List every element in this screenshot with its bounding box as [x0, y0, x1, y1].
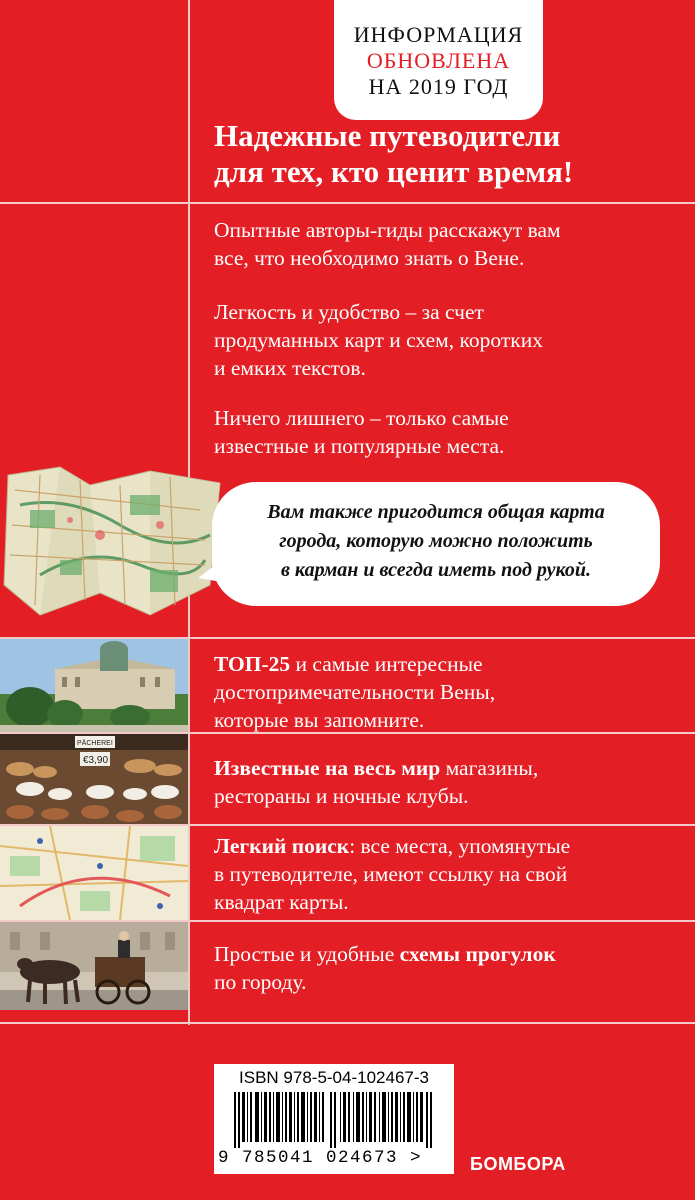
paragraph-line: продуманных карт и схем, коротких: [214, 328, 543, 352]
paragraph-maps: [214, 298, 684, 382]
callout-line: города, которую можно положить: [279, 530, 593, 552]
info-line-2: ОБНОВЛЕНА: [366, 48, 511, 73]
paragraph-line: Ничего лишнего – только самые: [214, 406, 509, 430]
headline: [214, 118, 684, 190]
feature-bold: Легкий поиск: [214, 834, 350, 858]
horizontal-divider: [0, 202, 695, 204]
folded-city-map-image: [0, 465, 230, 625]
barcode-bars: [234, 1092, 438, 1148]
callout-line: в карман и всегда иметь под рукой.: [281, 559, 591, 581]
publisher-logo: БОМБОРА: [470, 1154, 566, 1174]
feature-text: по городу.: [214, 970, 307, 994]
callout-line: Вам также пригодится общая карта: [267, 501, 605, 523]
paragraph-places: [214, 404, 684, 460]
paragraph-line: Опытные авторы-гиды расскажут вам: [214, 218, 561, 242]
feature-bold: ТОП-25: [214, 652, 291, 676]
feature-search: [214, 832, 684, 916]
feature-top25: [214, 650, 684, 734]
headline-line-1: Надежные путеводители: [214, 118, 561, 153]
feature-walks: [214, 940, 684, 996]
feature-text: магазины,: [440, 756, 539, 780]
paragraph-authors: [214, 216, 684, 272]
map-detail-photo: [0, 826, 188, 920]
isbn-number: ISBN 978-5-04-102467-3: [239, 1068, 429, 1087]
paragraph-line: известные и популярные места.: [214, 434, 505, 458]
horse-carriage-photo: [0, 922, 188, 1010]
feature-text: : все места, упомянутые: [349, 834, 571, 858]
feature-text: квадрат карты.: [214, 890, 349, 914]
museum-photo: [0, 639, 188, 732]
paragraph-line: все, что необходимо знать о Вене.: [214, 246, 525, 270]
city-map-callout: [212, 482, 660, 606]
info-line-3: НА 2019 ГОД: [368, 74, 509, 99]
paragraph-line: Легкость и удобство – за счет: [214, 300, 484, 324]
feature-text: Простые и удобные: [214, 942, 400, 966]
feature-text: в путеводителе, имеют ссылку на свой: [214, 862, 568, 886]
barcode-digits: 9 785041 024673 >: [218, 1148, 423, 1168]
feature-text: которые вы запомните.: [214, 708, 425, 732]
feature-shops: [214, 754, 684, 810]
bakery-sign: PÄCHEREI: [77, 740, 113, 747]
feature-text: достопримечательности Вены,: [214, 680, 496, 704]
info-line-1: ИНФОРМАЦИЯ: [353, 22, 524, 47]
update-info-badge: [334, 0, 543, 120]
paragraph-line: и емких текстов.: [214, 356, 366, 380]
bakery-photo: [0, 734, 188, 824]
horizontal-divider: [0, 1022, 695, 1024]
price-tag: €3,90: [83, 755, 109, 766]
headline-line-2: для тех, кто ценит время!: [214, 154, 574, 189]
feature-bold: Известные на весь мир: [214, 756, 441, 780]
isbn-barcode: [214, 1064, 454, 1174]
feature-text: и самые интересные: [290, 652, 483, 676]
feature-bold: схемы прогулок: [399, 942, 556, 966]
feature-text: рестораны и ночные клубы.: [214, 784, 469, 808]
